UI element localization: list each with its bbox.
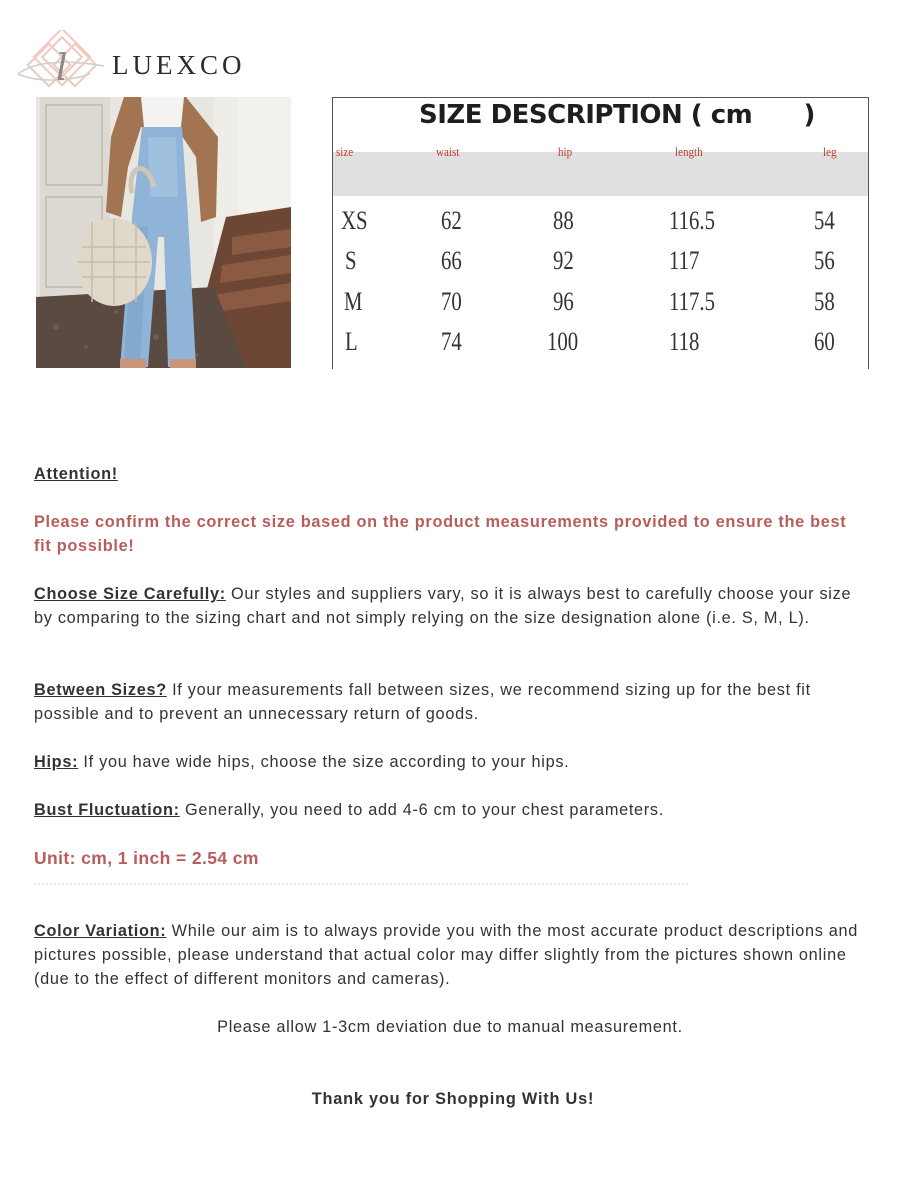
hips-text: If you have wide hips, choose the size according to your hips. (78, 753, 570, 771)
hip-cell: 100 (547, 327, 579, 356)
color-variation-text: While our aim is to always provide you with the most accurate product descriptions and pictures possible, please understand that actual color may differ slightly from the pictures shown online (due to the effect of different monitors and cameras). (34, 922, 859, 988)
size-chart-header-band (333, 150, 868, 196)
column-header-waist: waist (436, 144, 460, 159)
size-cell: S (345, 246, 357, 275)
choose-size-text: Our styles and suppliers vary, so it is always best to carefully choose your size by comparing to the sizing chart and not simply relying on the size designation alone (i.e. S, M, L). (34, 585, 852, 627)
column-header-leg: leg (823, 144, 837, 159)
leg-cell: 56 (814, 246, 835, 275)
brand-logo[interactable] (16, 30, 246, 100)
hip-cell: 88 (553, 206, 574, 235)
unit-note: Unit: cm, 1 inch = 2.54 cm (34, 848, 259, 868)
hip-cell: 96 (553, 287, 574, 316)
bust-paragraph (34, 798, 866, 822)
hips-paragraph (34, 750, 866, 774)
waist-cell: 70 (441, 287, 462, 316)
size-cell: XS (341, 206, 368, 235)
bust-label: Bust Fluctuation: (34, 801, 180, 819)
bust-text: Generally, you need to add 4-6 cm to your chest parameters. (179, 801, 664, 819)
waist-cell: 74 (441, 327, 462, 356)
attention-label: Attention! (34, 465, 118, 483)
choose-size-paragraph (34, 582, 866, 630)
between-sizes-paragraph (34, 678, 866, 726)
confirm-size-notice: Please confirm the correct size based on the product measurements provided to ensure the best fit possible! (34, 513, 847, 555)
choose-size-label: Choose Size Carefully: (34, 585, 226, 603)
thank-you-message: Thank you for Shopping With Us! (311, 1090, 595, 1108)
leg-cell: 58 (814, 287, 835, 316)
attention-heading (34, 462, 866, 486)
waist-cell: 62 (441, 206, 462, 235)
hips-label: Hips: (34, 753, 79, 771)
size-cell: L (345, 327, 358, 356)
color-variation-paragraph (34, 919, 866, 991)
size-chart-title: SIZE DESCRIPTION ( cm ) (419, 100, 815, 130)
column-header-hip: hip (558, 144, 573, 159)
column-header-size: size (336, 144, 354, 159)
size-chart (332, 97, 869, 369)
length-cell: 116.5 (669, 206, 716, 235)
brand-name: LUEXCO (112, 49, 246, 80)
product-photo (36, 97, 291, 368)
size-cell: M (344, 287, 363, 316)
length-cell: 117.5 (669, 287, 716, 316)
waist-cell: 66 (441, 246, 462, 275)
length-cell: 118 (669, 327, 700, 356)
between-sizes-text: If your measurements fall between sizes, we recommend sizing up for the best fit possible and to prevent an unnecessary return of goods. (34, 681, 811, 723)
deviation-note: Please allow 1-3cm deviation due to manual measurement. (217, 1018, 683, 1036)
color-variation-label: Color Variation: (34, 922, 167, 940)
leg-cell: 54 (814, 206, 835, 235)
hip-cell: 92 (553, 246, 574, 275)
column-header-length: length (675, 144, 703, 159)
length-cell: 117 (669, 246, 700, 275)
between-sizes-label: Between Sizes? (34, 681, 167, 699)
leg-cell: 60 (814, 327, 835, 356)
logo-mark-icon (16, 30, 108, 100)
divider (34, 883, 688, 885)
logo-initial: l (56, 48, 68, 89)
